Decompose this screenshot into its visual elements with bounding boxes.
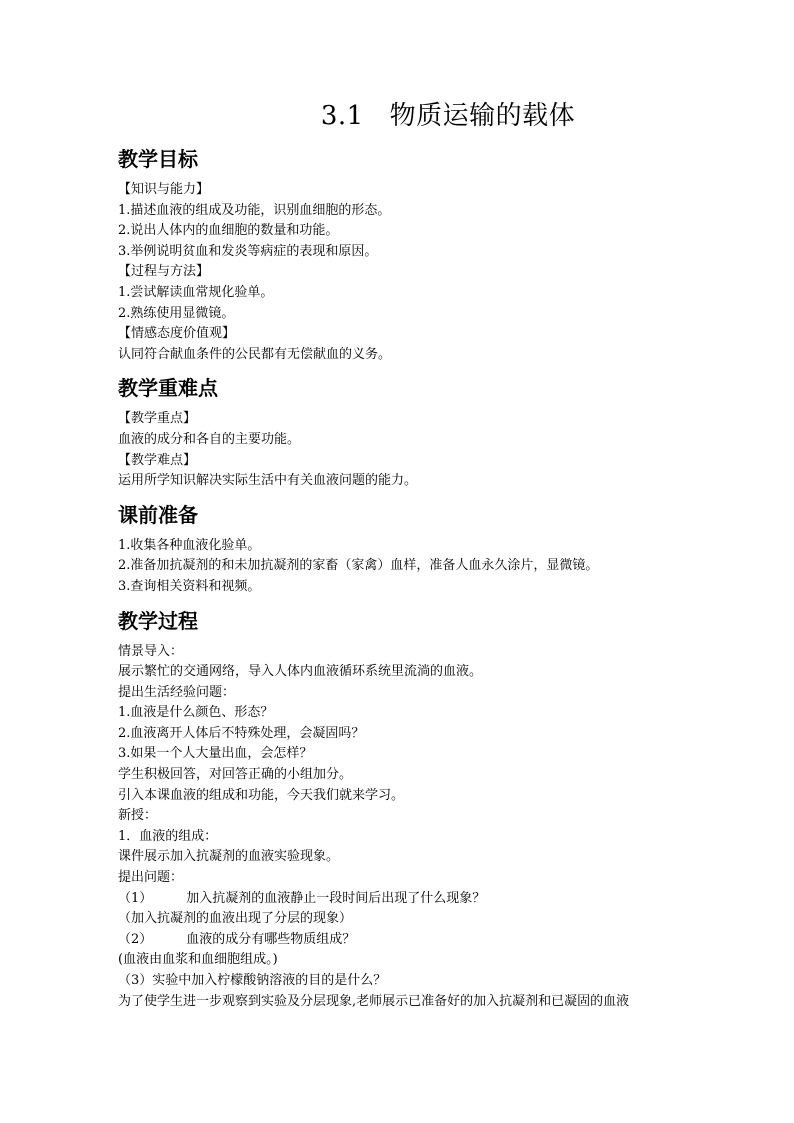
process-line: 情景导入： — [118, 643, 184, 659]
heading-preparation: 课前准备 — [118, 502, 198, 527]
process-line: 提出问题： — [118, 870, 184, 886]
objectives-line: 【知识与能力】 — [118, 182, 210, 197]
process-line: 3.如果一个人大量出血，会怎样？ — [118, 746, 313, 762]
key-points-line: 【教学重点】 — [118, 411, 197, 427]
process-line: 引入本课血液的组成和功能，今天我们就来学习。 — [118, 787, 405, 803]
objectives-line: 【过程与方法】 — [118, 264, 210, 280]
section-objectives — [118, 144, 718, 365]
objectives-line: 1.尝试解读血常规化验单。 — [118, 284, 274, 300]
process-line: 1.血液是什么颜色、形态？ — [118, 705, 274, 721]
objectives-line: 2.熟练使用显微镜。 — [118, 305, 235, 321]
objectives-line: 认同符合献血条件的公民都有无偿献血的义务。 — [118, 346, 392, 362]
key-points-line: 【教学难点】 — [118, 452, 197, 468]
objectives-line: 2.说出人体内的血细胞的数量和功能。 — [118, 223, 339, 239]
section-process — [118, 606, 718, 1013]
objectives-line: 1.描述血液的组成及功能，识别血细胞的形态。 — [118, 202, 391, 218]
section-key-points — [118, 373, 718, 491]
title-text: 物质运输的载体 — [389, 101, 576, 131]
question-2-number: （2） — [118, 931, 153, 947]
process-line: 1．血液的组成： — [118, 828, 218, 844]
objectives-line: 3.举例说明贫血和发炎等病症的表现和原因。 — [118, 243, 378, 259]
document-title — [118, 96, 718, 136]
answer-1: （加入抗凝剂的血液出现了分层的现象） — [118, 911, 353, 927]
question-2 — [118, 930, 718, 951]
preparation-line: 2.准备加抗凝剂的和未加抗凝剂的家畜（家禽）血样，准备人血永久涂片，显微镜。 — [118, 558, 599, 574]
process-line: 提出生活经验问题： — [118, 684, 236, 700]
document-page — [118, 96, 718, 1020]
question-2-text: 血液的成分有哪些物质组成？ — [186, 931, 356, 947]
title-number: 3.1 — [320, 101, 364, 131]
process-line: 展示繁忙的交通网络，导入人体内血液循环系统里流淌的血液。 — [118, 664, 483, 680]
preparation-line: 1.收集各种血液化验单。 — [118, 537, 261, 553]
question-1-text: 加入抗凝剂的血液静止一段时间后出现了什么现象？ — [186, 890, 486, 906]
section-preparation — [118, 500, 718, 598]
question-3: （3）实验中加入柠檬酸钠溶液的目的是什么？ — [118, 973, 387, 988]
key-points-line: 血液的成分和各自的主要功能。 — [118, 431, 301, 447]
objectives-line: 【情感态度价值观】 — [118, 326, 236, 342]
key-points-line: 运用所学知识解决实际生活中有关血液问题的能力。 — [118, 473, 418, 489]
process-line: 2.血液离开人体后不特殊处理，会凝固吗？ — [118, 725, 365, 741]
heading-process: 教学过程 — [118, 608, 198, 633]
heading-key-points: 教学重难点 — [118, 376, 218, 401]
preparation-line: 3.查询相关资料和视频。 — [118, 578, 261, 594]
process-line: 学生积极回答，对回答正确的小组加分。 — [118, 767, 353, 783]
process-last-line: 为了使学生进一步观察到实验及分层现象,老师展示已准备好的加入抗凝剂和已凝固的血液 — [118, 993, 630, 1009]
process-line: 课件展示加入抗凝剂的血液实验现象。 — [118, 849, 340, 865]
question-1 — [118, 889, 718, 910]
answer-2: (血液由血浆和血细胞组成。) — [118, 952, 278, 968]
question-1-number: （1） — [118, 890, 153, 906]
heading-objectives: 教学目标 — [118, 147, 198, 171]
process-line: 新授： — [118, 808, 158, 824]
